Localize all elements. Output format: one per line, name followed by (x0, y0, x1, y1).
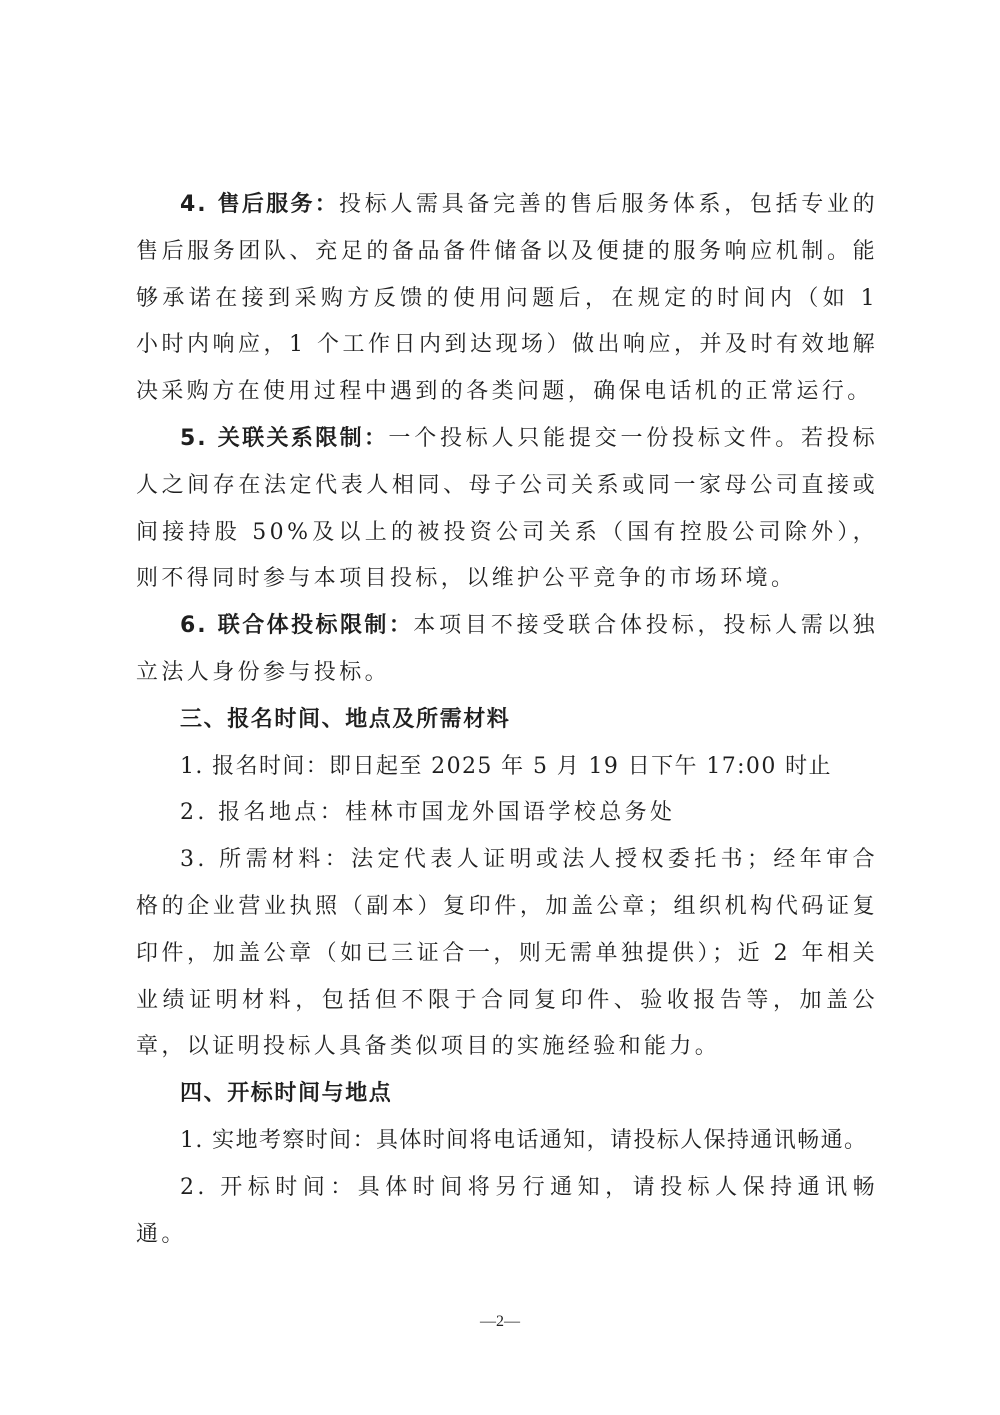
document-body (136, 182, 878, 1258)
registration-location: 2. 报名地点：桂林市国龙外国语学校总务处 (180, 800, 676, 826)
bid-opening-time: 2. 开标时间：具体时间将另行通知，请投标人保持通讯畅通。 (136, 1174, 878, 1247)
section-affiliation-restriction (136, 416, 878, 603)
section-text: 一个投标人只能提交一份投标文件。若投标人之间存在法定代表人相同、母子公司关系或同一家母公司直接或间接持股 50%及以上的被投资公司关系（国有控股公司除外），则不得同时参与本项目投标，以维护公平竞争的市场环境。 (136, 425, 878, 592)
section-text: 投标人需具备完善的售后服务体系，包括专业的售后服务团队、充足的备品备件储备以及便捷的服务响应机制。能够承诺在接到采购方反馈的使用问题后，在规定的时间内（如 1 小时内响应，1 个工作日内到达现场）做出响应，并及时有效地解决采购方在使用过程中遇到的各类问题，确保电话机的正常运行。 (136, 192, 879, 405)
heading-registration: 三、报名时间、地点及所需材料 (180, 706, 511, 732)
section-title: 4. 售后服务： (180, 192, 340, 217)
section-title: 5. 关联关系限制： (180, 425, 389, 451)
section-title: 6. 联合体投标限制： (180, 613, 414, 639)
section-text: 本项目不接受联合体投标，投标人需以独立法人身份参与投标。 (136, 613, 878, 685)
section-consortium-restriction (136, 603, 878, 697)
registration-time: 1. 报名时间：即日起至 2025 年 5 月 19 日下午 17:00 时止 (180, 753, 832, 779)
page-number: —2— (480, 1313, 520, 1330)
site-inspection-time: 1. 实地考察时间：具体时间将电话通知，请投标人保持通讯畅通。 (180, 1127, 868, 1153)
heading-bid-opening: 四、开标时间与地点 (180, 1081, 393, 1107)
section-after-sales-service (136, 182, 878, 416)
required-materials: 3. 所需材料：法定代表人证明或法人授权委托书；经年审合格的企业营业执照（副本）复印件，加盖公章；组织机构代码证复印件，加盖公章（如已三证合一，则无需单独提供）；近 2 年相关业绩证明材料，包括但不限于合同复印件、验收报告等，加盖公章，以证明投标人具备类似项目的实施经验和能力。 (136, 847, 878, 1060)
